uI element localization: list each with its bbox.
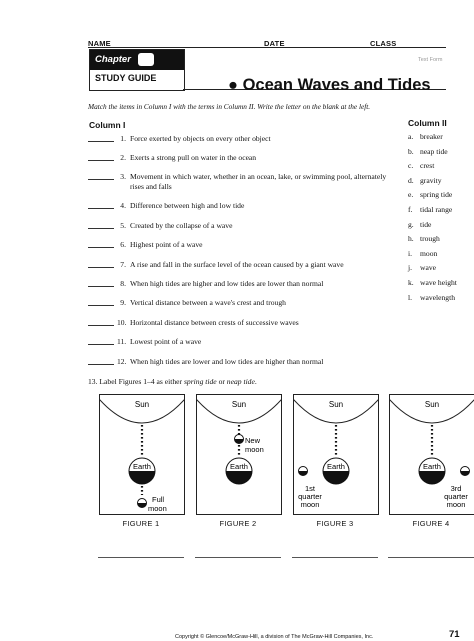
question-number: 5. xyxy=(120,221,126,230)
name-label: NAME xyxy=(88,39,111,48)
copyright-footer: Copyright © Glencoe/McGraw-Hill, a division of The McGraw-Hill Companies, Inc. xyxy=(175,634,374,640)
question-text: Lowest point of a wave xyxy=(130,337,202,346)
instructions: Match the items in Column I with the terms in Column II. Write the letter on the blank at the left. xyxy=(88,102,371,111)
option-letter: d. xyxy=(408,175,414,185)
earth-night-side xyxy=(419,471,445,484)
option-item xyxy=(408,278,457,287)
option-term: spring tide xyxy=(420,190,453,200)
question-text: Difference between high and low tide xyxy=(130,201,245,210)
option-term: gravity xyxy=(420,175,442,185)
figure-caption: FIGURE 1 xyxy=(122,519,160,528)
moon-label: quarter xyxy=(298,492,322,501)
question-13-or: or xyxy=(216,377,227,386)
option-item xyxy=(408,190,452,199)
question-13 xyxy=(88,377,257,386)
question-number: 4. xyxy=(120,201,126,210)
sun-label: Sun xyxy=(134,400,150,409)
option-item xyxy=(408,161,434,170)
answer-blank[interactable] xyxy=(88,286,114,287)
figure-answer-line[interactable] xyxy=(388,557,474,558)
answer-blank[interactable] xyxy=(88,344,114,345)
column-2-heading: Column II xyxy=(408,118,447,128)
sun-label: Sun xyxy=(424,400,440,409)
chapter-label: Chapter xyxy=(95,54,131,65)
answer-blank[interactable] xyxy=(88,325,114,326)
spring-tide-term: spring tide xyxy=(183,377,217,386)
question-number: 10. xyxy=(117,318,127,327)
earth-night-side xyxy=(323,471,349,484)
option-letter: k. xyxy=(408,278,414,287)
moon-label: 1st xyxy=(304,484,316,493)
option-letter: f. xyxy=(408,205,413,214)
option-letter: j. xyxy=(408,263,413,273)
tide-figure xyxy=(389,394,474,515)
question-number: 1. xyxy=(120,134,126,143)
chapter-bar xyxy=(90,50,184,70)
answer-blank[interactable] xyxy=(88,179,114,180)
option-item xyxy=(408,249,437,258)
question-13-number: 13. xyxy=(88,377,98,386)
question-number: 8. xyxy=(120,279,126,288)
answer-blank[interactable] xyxy=(88,267,114,268)
option-item xyxy=(408,293,455,302)
question-number: 9. xyxy=(120,298,126,307)
option-item xyxy=(408,220,431,229)
study-guide-label: STUDY GUIDE xyxy=(95,73,157,83)
option-letter: i. xyxy=(408,248,413,258)
option-term: trough xyxy=(420,234,440,244)
option-item xyxy=(408,205,452,214)
column-1-heading: Column I xyxy=(89,120,126,130)
question-text: A rise and fall in the surface level of the ocean caused by a giant wave xyxy=(130,260,344,269)
option-item xyxy=(408,147,448,156)
earth-label: Earth xyxy=(230,462,248,471)
question-number: 6. xyxy=(120,240,126,249)
option-letter: c. xyxy=(408,161,414,171)
moon-label: moon xyxy=(245,445,264,454)
question-13-text: Label Figures 1–4 as either xyxy=(99,377,184,386)
question-13-end: . xyxy=(254,377,257,386)
chapter-number-badge xyxy=(138,53,154,66)
tide-figure xyxy=(293,394,379,515)
question-text: When high tides are lower and low tides are higher than normal xyxy=(130,357,324,366)
option-letter: g. xyxy=(408,219,414,229)
figure-answer-line[interactable] xyxy=(195,557,281,558)
answer-blank[interactable] xyxy=(88,208,114,209)
title-bullet-icon: ● xyxy=(228,76,238,94)
question-text: Force exerted by objects on every other object xyxy=(130,134,271,143)
question-number: 12. xyxy=(117,357,127,366)
question-text: Created by the collapse of a wave xyxy=(130,221,233,230)
question-text: Horizontal distance between crests of successive waves xyxy=(130,318,299,327)
option-term: crest xyxy=(420,161,435,171)
answer-blank[interactable] xyxy=(88,247,114,248)
sun-label: Sun xyxy=(328,400,344,409)
sun-label: Sun xyxy=(231,400,247,409)
page-number: 71 xyxy=(449,629,460,640)
figure-caption: FIGURE 3 xyxy=(316,519,354,528)
question-number: 7. xyxy=(120,260,126,269)
corner-text: Text Form xyxy=(418,57,443,63)
figure-caption: FIGURE 2 xyxy=(219,519,257,528)
option-letter: a. xyxy=(408,132,414,141)
option-term: neap tide xyxy=(420,146,448,156)
earth-label: Earth xyxy=(133,462,151,471)
earth-night-side xyxy=(129,471,155,484)
figure-answer-line[interactable] xyxy=(98,557,184,558)
tide-figure xyxy=(99,394,185,515)
earth-night-side xyxy=(226,471,252,484)
question-number: 11. xyxy=(117,337,127,346)
option-term: wavelength xyxy=(420,292,456,302)
option-letter: l. xyxy=(408,292,413,302)
option-term: wave height xyxy=(420,278,457,287)
chapter-box xyxy=(89,49,185,91)
option-item xyxy=(408,132,443,141)
question-text: When high tides are higher and low tides are lower than normal xyxy=(130,279,324,288)
option-term: tide xyxy=(420,219,432,229)
question-number: 3. xyxy=(120,172,126,181)
moon-label: moon xyxy=(300,500,320,509)
answer-blank[interactable] xyxy=(88,160,114,161)
question-text: Exerts a strong pull on water in the ocean xyxy=(130,153,257,162)
moon-label: moon xyxy=(446,500,466,509)
neap-tide-term: neap tide xyxy=(226,377,255,386)
option-letter: b. xyxy=(408,146,414,156)
option-term: breaker xyxy=(420,132,443,141)
figure-answer-line[interactable] xyxy=(292,557,378,558)
option-term: wave xyxy=(420,263,437,273)
question-number: 2. xyxy=(120,153,126,162)
moon-label: 3rd xyxy=(450,484,462,493)
option-term: moon xyxy=(420,248,438,258)
title-text: Ocean Waves and Tides xyxy=(242,76,431,94)
figure-caption: FIGURE 4 xyxy=(412,519,450,528)
earth-label: Earth xyxy=(327,462,345,471)
page-title xyxy=(228,76,431,95)
option-item xyxy=(408,176,442,185)
moon-label: quarter xyxy=(444,492,468,501)
tide-figure xyxy=(196,394,282,515)
question-text: Vertical distance between a wave's crest and trough xyxy=(130,298,286,307)
answer-blank[interactable] xyxy=(88,364,114,365)
class-label: CLASS xyxy=(370,39,397,48)
option-letter: h. xyxy=(408,234,414,244)
option-letter: e. xyxy=(408,190,414,200)
date-label: DATE xyxy=(264,39,285,48)
earth-label: Earth xyxy=(423,462,441,471)
option-item xyxy=(408,234,440,243)
moon-label: Full xyxy=(152,495,165,504)
question-text: Highest point of a wave xyxy=(130,240,203,249)
option-term: tidal range xyxy=(420,205,453,214)
moon-label: New xyxy=(245,436,261,445)
answer-blank[interactable] xyxy=(88,305,114,306)
option-item xyxy=(408,263,436,272)
answer-blank[interactable] xyxy=(88,141,114,142)
question-text: Movement in which water, whether in an ocean, lake, or swimming pool, alternately rises and falls xyxy=(130,172,387,191)
answer-blank[interactable] xyxy=(88,228,114,229)
moon-label: moon xyxy=(148,504,167,513)
